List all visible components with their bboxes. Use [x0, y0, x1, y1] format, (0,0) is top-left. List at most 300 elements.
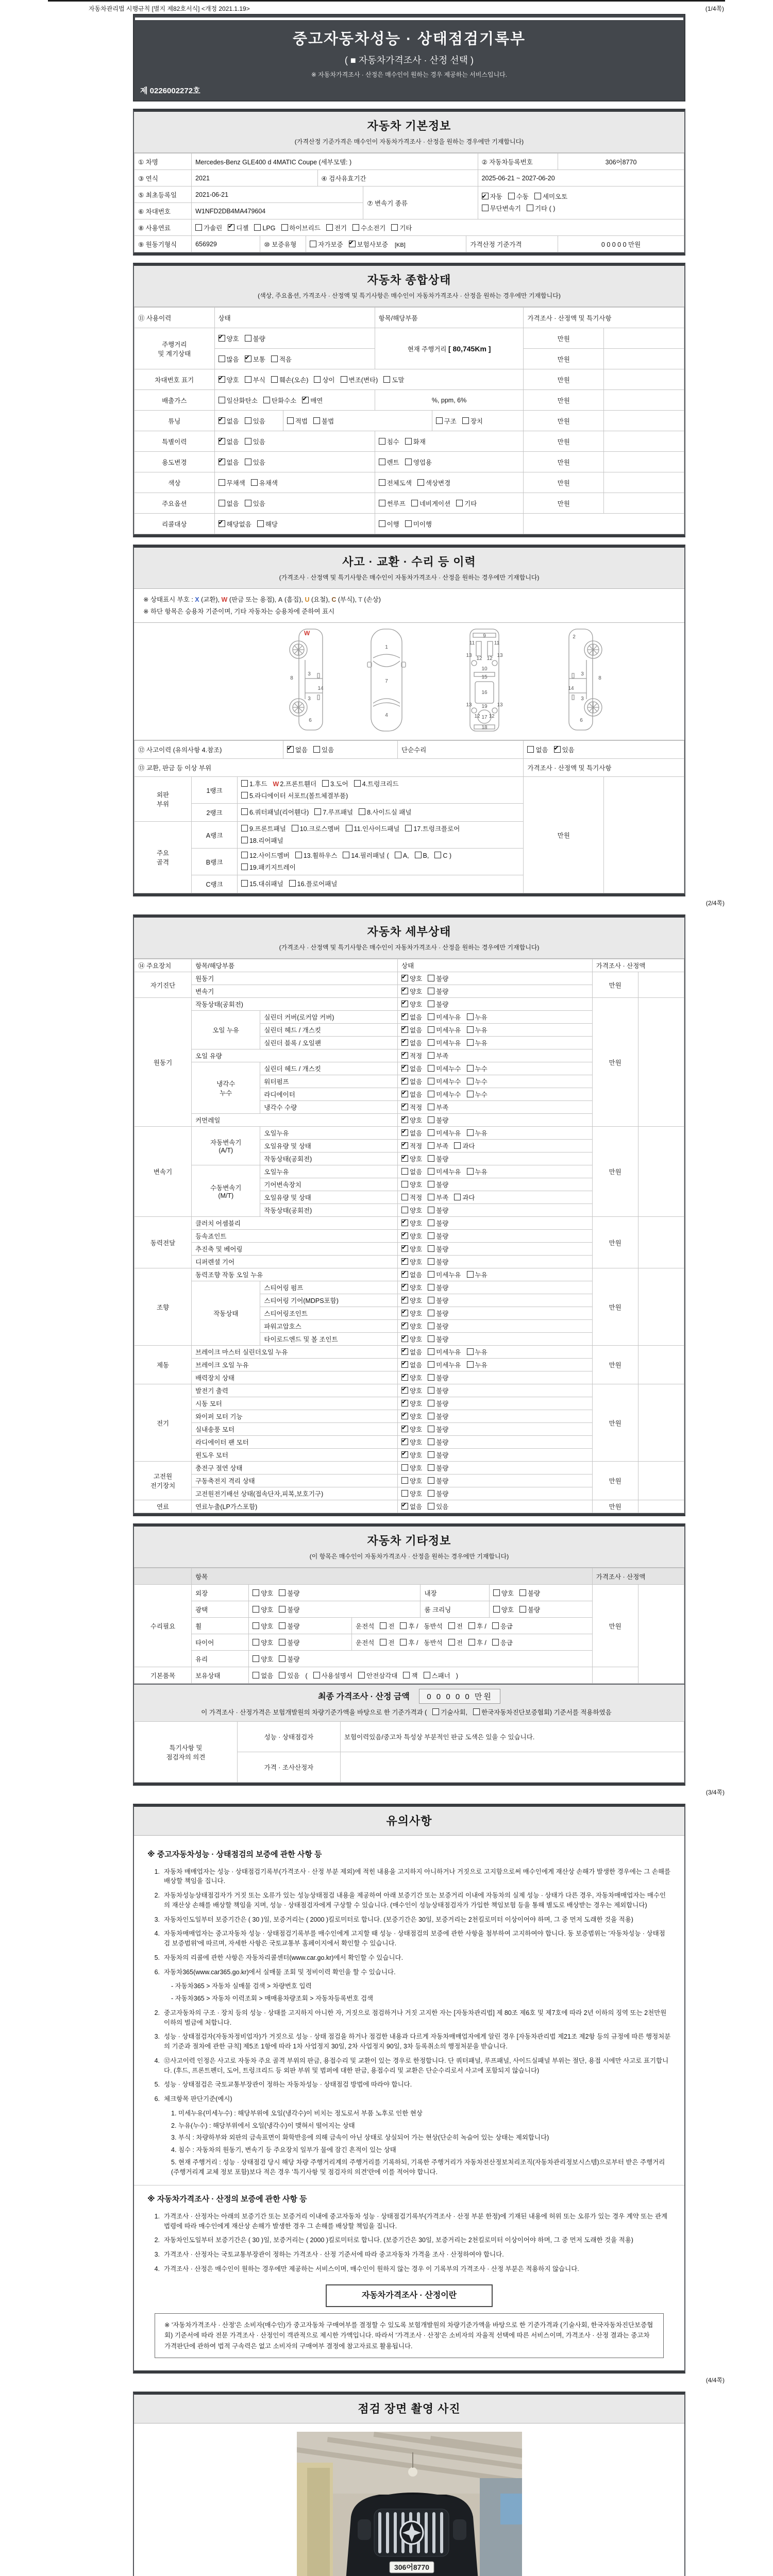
table-cell: 동력조향 작동 오일 누유	[192, 1268, 398, 1281]
checkbox[interactable]	[401, 1232, 408, 1239]
svg-text:12: 12	[486, 656, 493, 662]
checkbox[interactable]	[428, 1477, 434, 1484]
checkbox[interactable]	[428, 1078, 434, 1084]
checkbox[interactable]	[401, 1142, 408, 1149]
checkbox[interactable]	[271, 355, 278, 362]
table-cell: ⑦ 변속기 종류	[363, 187, 478, 219]
checkbox[interactable]	[401, 1387, 408, 1394]
checkbox[interactable]	[279, 1589, 285, 1596]
checkbox[interactable]	[411, 500, 418, 506]
checkbox-group	[241, 792, 354, 800]
price-survey-definition-title: 자동차가격조사 · 산정이란	[326, 2284, 493, 2307]
table-cell	[603, 777, 684, 893]
checkbox-group	[241, 809, 417, 816]
checkbox[interactable]	[454, 1194, 461, 1200]
option	[482, 203, 521, 215]
checkbox[interactable]	[428, 975, 434, 981]
checkbox[interactable]	[401, 1284, 408, 1291]
checkbox[interactable]	[428, 1129, 434, 1136]
checkbox[interactable]	[383, 376, 390, 383]
checkbox[interactable]	[241, 863, 248, 870]
option-label: LPG	[262, 224, 276, 232]
checkbox[interactable]	[245, 500, 251, 506]
checkbox[interactable]	[401, 1477, 408, 1484]
checkbox[interactable]	[467, 1348, 474, 1355]
table-cell	[603, 328, 684, 349]
checkbox[interactable]	[253, 1589, 259, 1596]
checkbox[interactable]	[448, 1639, 455, 1646]
checkbox[interactable]	[467, 1361, 474, 1368]
table-row	[135, 972, 684, 985]
table-cell: 만원	[524, 472, 604, 493]
checkbox[interactable]	[245, 335, 251, 342]
form-title: 중고자동차성능 · 상태점검기록부	[293, 31, 526, 47]
checkbox-group	[219, 335, 271, 343]
section-overall-title: 자동차 종합상태	[367, 274, 451, 286]
checkbox-group	[401, 1478, 454, 1485]
section-etc-header	[134, 1527, 684, 1568]
checkbox[interactable]	[391, 224, 398, 231]
checkbox[interactable]	[508, 193, 515, 199]
checkbox[interactable]	[219, 376, 225, 383]
checkbox[interactable]	[395, 852, 401, 858]
checkbox[interactable]	[401, 1451, 408, 1458]
table-cell: 연료	[135, 1500, 192, 1513]
checkbox[interactable]	[241, 825, 248, 832]
option	[428, 987, 448, 996]
checkbox[interactable]	[326, 224, 333, 231]
table-cell	[283, 741, 397, 759]
checkbox[interactable]	[401, 1219, 408, 1226]
etc-info-table	[134, 1568, 684, 1684]
notice-sub-spacer	[155, 2121, 167, 2131]
section-detail-title: 자동차 세부상태	[367, 925, 451, 938]
checkbox[interactable]	[403, 1672, 410, 1679]
checkbox[interactable]	[380, 1639, 386, 1646]
checkbox[interactable]	[428, 1387, 434, 1394]
checkbox[interactable]	[462, 417, 469, 424]
checkbox[interactable]	[428, 988, 434, 994]
checkbox[interactable]	[401, 1013, 408, 1020]
option	[527, 745, 548, 754]
table-cell: ⑭ 주요장치	[135, 959, 192, 972]
option	[401, 1025, 422, 1035]
checkbox[interactable]	[456, 500, 463, 506]
checkbox[interactable]	[401, 1310, 408, 1316]
checkbox[interactable]	[263, 397, 270, 403]
checkbox[interactable]	[401, 1400, 408, 1406]
checkbox[interactable]	[379, 479, 385, 486]
checkbox[interactable]	[401, 1413, 408, 1419]
option-label: 2.프론트휀더	[280, 781, 317, 788]
svg-text:8: 8	[290, 675, 293, 681]
checkbox[interactable]	[219, 397, 225, 403]
checkbox[interactable]	[401, 1026, 408, 1033]
checkbox[interactable]	[241, 837, 248, 843]
checkbox[interactable]	[428, 1116, 434, 1123]
checkbox[interactable]	[436, 417, 443, 424]
checkbox[interactable]	[271, 376, 278, 383]
checkbox[interactable]	[228, 224, 234, 231]
option	[424, 1638, 443, 1647]
checkbox[interactable]	[401, 1181, 408, 1188]
checkbox[interactable]	[401, 1104, 408, 1110]
checkbox[interactable]	[310, 241, 316, 247]
option	[428, 1012, 461, 1022]
checkbox[interactable]	[245, 459, 251, 465]
checkbox[interactable]	[241, 880, 248, 887]
checkbox[interactable]	[428, 1503, 434, 1510]
checkbox[interactable]	[534, 193, 541, 199]
checkbox[interactable]	[313, 746, 320, 753]
checkbox[interactable]	[401, 1039, 408, 1046]
checkbox[interactable]	[428, 1310, 434, 1316]
checkbox[interactable]	[219, 335, 225, 342]
checkbox[interactable]	[554, 746, 561, 753]
checkbox[interactable]	[379, 500, 385, 506]
checkbox[interactable]	[401, 988, 408, 994]
checkbox[interactable]	[292, 825, 298, 832]
checkbox[interactable]	[401, 1194, 408, 1200]
band-white-line	[135, 18, 683, 20]
checkbox[interactable]	[467, 1026, 474, 1033]
checkbox[interactable]	[219, 479, 225, 486]
checkbox[interactable]	[417, 479, 424, 486]
checkbox[interactable]	[401, 1438, 408, 1445]
checkbox[interactable]	[401, 975, 408, 981]
checkbox[interactable]	[428, 1374, 434, 1381]
checkbox[interactable]	[424, 1672, 430, 1679]
checkbox[interactable]	[468, 1622, 475, 1629]
checkbox[interactable]	[401, 1207, 408, 1213]
checkbox[interactable]	[454, 1142, 461, 1149]
table-cell	[638, 1585, 684, 1684]
checkbox[interactable]	[492, 1639, 499, 1646]
checkbox[interactable]	[467, 1168, 474, 1175]
checkbox[interactable]	[400, 1622, 407, 1629]
option	[428, 1360, 461, 1369]
checkbox[interactable]	[379, 438, 385, 445]
checkbox[interactable]	[379, 520, 385, 527]
option	[326, 223, 347, 232]
checkbox[interactable]	[467, 1039, 474, 1046]
option	[527, 203, 555, 215]
checkbox[interactable]	[279, 1606, 285, 1613]
checkbox[interactable]	[428, 1207, 434, 1213]
checkbox[interactable]	[428, 1297, 434, 1303]
option-label: 무채색	[226, 479, 245, 487]
checkbox[interactable]	[467, 1065, 474, 1072]
checkbox[interactable]	[245, 355, 251, 362]
checkbox[interactable]	[428, 1490, 434, 1497]
option	[401, 1090, 422, 1099]
checkbox[interactable]	[401, 1091, 408, 1097]
option-label: 미세누유	[436, 1349, 461, 1356]
checkbox[interactable]	[219, 520, 225, 527]
option	[306, 1672, 308, 1680]
option	[401, 1193, 422, 1202]
checkbox[interactable]	[241, 852, 248, 858]
checkbox[interactable]	[219, 500, 225, 506]
checkbox[interactable]	[295, 852, 302, 858]
checkbox[interactable]	[379, 459, 385, 465]
checkbox[interactable]	[253, 1606, 259, 1613]
checkbox[interactable]	[401, 1052, 408, 1059]
checkbox[interactable]	[401, 1271, 408, 1278]
checkbox[interactable]	[401, 1503, 408, 1510]
checkbox[interactable]	[219, 355, 225, 362]
checkbox[interactable]	[492, 1622, 499, 1629]
checkbox-group	[287, 418, 340, 425]
checkbox[interactable]	[493, 1606, 500, 1613]
table-cell	[398, 1397, 593, 1410]
checkbox[interactable]	[428, 1438, 434, 1445]
checkbox[interactable]	[281, 224, 288, 231]
checkbox[interactable]	[313, 1672, 320, 1679]
checkbox[interactable]	[401, 1245, 408, 1252]
checkbox[interactable]	[343, 852, 349, 858]
option-label: 양호	[410, 1465, 423, 1472]
checkbox[interactable]	[401, 1258, 408, 1265]
checkbox[interactable]	[401, 1078, 408, 1084]
checkbox[interactable]	[254, 224, 261, 231]
checkbox[interactable]	[219, 417, 225, 424]
svg-text:2: 2	[573, 634, 576, 640]
option-label: 18.리어패널	[249, 837, 283, 844]
option-label: 5.라디에이터 서포트(볼트체결부품)	[249, 792, 348, 800]
checkbox[interactable]	[467, 1013, 474, 1020]
checkbox[interactable]	[401, 1001, 408, 1007]
checkbox-group	[401, 1349, 493, 1356]
table-cell: 작동상태(공회전)	[192, 998, 398, 1011]
checkbox[interactable]	[253, 1655, 259, 1662]
checkbox[interactable]	[482, 205, 489, 211]
checkbox[interactable]	[251, 479, 258, 486]
option-label: 없음	[295, 747, 308, 754]
checkbox[interactable]	[428, 1039, 434, 1046]
checkbox[interactable]	[401, 1323, 408, 1329]
option-label: 불량	[287, 1622, 300, 1630]
checkbox[interactable]	[493, 1589, 500, 1596]
checkbox[interactable]	[428, 1052, 434, 1059]
table-cell: ⑥ 차대번호	[135, 203, 192, 219]
checkbox[interactable]	[253, 1622, 259, 1629]
checkbox[interactable]	[428, 1335, 434, 1342]
inspection-photo-front	[297, 2432, 522, 2576]
checkbox[interactable]	[287, 746, 294, 753]
checkbox[interactable]	[405, 459, 412, 465]
checkbox[interactable]	[467, 1091, 474, 1097]
checkbox[interactable]	[428, 1013, 434, 1020]
checkbox[interactable]	[241, 780, 248, 787]
checkbox[interactable]	[241, 792, 248, 799]
table-cell: 시동 모터	[192, 1397, 398, 1410]
checkbox[interactable]	[428, 1451, 434, 1458]
checkbox[interactable]	[401, 1129, 408, 1136]
option-label: 불량	[436, 1117, 449, 1124]
checkbox[interactable]	[401, 1490, 408, 1497]
option-label: 안전삼각대	[366, 1672, 398, 1680]
checkbox[interactable]	[428, 1271, 434, 1278]
checkbox[interactable]	[428, 1091, 434, 1097]
table-cell: 항목	[192, 1568, 593, 1585]
checkbox[interactable]	[405, 825, 412, 832]
checkbox[interactable]	[428, 1464, 434, 1471]
checkbox[interactable]	[257, 520, 264, 527]
checkbox[interactable]	[527, 746, 534, 753]
checkbox[interactable]	[468, 1639, 475, 1646]
option	[424, 1621, 443, 1631]
option-label: 색상변경	[425, 479, 451, 487]
checkbox[interactable]	[428, 1194, 434, 1200]
checkbox[interactable]	[279, 1655, 285, 1662]
checkbox[interactable]	[401, 1464, 408, 1471]
checkbox[interactable]	[448, 1622, 455, 1629]
checkbox[interactable]	[400, 1639, 407, 1646]
checkbox[interactable]	[401, 1348, 408, 1355]
checkbox[interactable]	[428, 1219, 434, 1226]
checkbox[interactable]	[314, 808, 321, 815]
checkbox[interactable]	[358, 1672, 365, 1679]
option	[468, 1621, 486, 1631]
checkbox[interactable]	[245, 376, 251, 383]
checkbox[interactable]	[401, 1155, 408, 1162]
table-cell	[398, 1024, 593, 1037]
table-cell: 고전원전기배선 상태(접속단자,피복,보호기구)	[192, 1487, 398, 1500]
checkbox[interactable]	[405, 438, 412, 445]
table-cell: 브레이크 오일 누유	[192, 1359, 398, 1371]
checkbox[interactable]	[415, 852, 422, 858]
checkbox[interactable]	[195, 224, 202, 231]
checkbox[interactable]	[519, 1606, 526, 1613]
checkbox-group	[401, 1130, 493, 1137]
checkbox[interactable]	[467, 1129, 474, 1136]
table-cell: 제동	[135, 1346, 192, 1384]
option-label: 미세누수	[436, 1078, 461, 1086]
checkbox[interactable]	[428, 1348, 434, 1355]
table-cell	[375, 514, 524, 534]
table-row	[135, 1268, 684, 1281]
checkbox[interactable]	[289, 880, 296, 887]
checkbox[interactable]	[428, 1361, 434, 1368]
option	[245, 499, 265, 508]
table-cell	[398, 1346, 593, 1359]
checkbox[interactable]	[428, 1168, 434, 1175]
checkbox[interactable]	[428, 1026, 434, 1033]
checkbox[interactable]	[352, 224, 359, 231]
checkbox[interactable]	[428, 1065, 434, 1072]
checkbox[interactable]	[401, 1297, 408, 1303]
checkbox[interactable]	[527, 205, 533, 211]
checkbox[interactable]	[401, 1361, 408, 1368]
checkbox[interactable]	[428, 1413, 434, 1419]
checkbox[interactable]	[428, 1155, 434, 1162]
checkbox-group	[241, 852, 457, 859]
checkbox[interactable]	[428, 1001, 434, 1007]
checkbox[interactable]	[428, 1232, 434, 1239]
checkbox[interactable]	[428, 1245, 434, 1252]
table-cell: 작동상태(공회전)	[260, 1153, 398, 1165]
checkbox[interactable]	[401, 1168, 408, 1175]
checkbox[interactable]	[401, 1426, 408, 1432]
checkbox[interactable]	[241, 808, 248, 815]
checkbox[interactable]	[279, 1672, 285, 1679]
checkbox[interactable]	[519, 1589, 526, 1596]
checkbox[interactable]	[245, 438, 251, 445]
option-label: 양호	[410, 1426, 423, 1433]
overall-state-table	[134, 307, 684, 534]
checkbox[interactable]	[467, 1078, 474, 1084]
checkbox[interactable]	[405, 520, 412, 527]
checkbox[interactable]	[359, 808, 365, 815]
checkbox[interactable]	[354, 780, 361, 787]
option	[219, 478, 245, 487]
checkbox[interactable]	[428, 1323, 434, 1329]
option	[279, 1638, 299, 1647]
checkbox[interactable]	[482, 193, 489, 199]
checkbox[interactable]	[428, 1426, 434, 1432]
checkbox[interactable]	[401, 1335, 408, 1342]
checkbox[interactable]	[253, 1639, 259, 1646]
option-label: 없음	[261, 1672, 274, 1680]
checkbox[interactable]	[279, 1622, 285, 1629]
notice-a-item-4	[147, 1953, 671, 1963]
table-cell	[398, 1371, 593, 1384]
checkbox[interactable]	[428, 1142, 434, 1149]
checkbox[interactable]	[428, 1181, 434, 1188]
checkbox[interactable]	[313, 417, 320, 424]
checkbox[interactable]	[401, 1116, 408, 1123]
table-cell: 라디에이터	[260, 1088, 398, 1101]
checkbox[interactable]	[428, 1104, 434, 1110]
checkbox[interactable]	[302, 397, 309, 403]
checkbox[interactable]	[401, 1374, 408, 1381]
checkbox[interactable]	[473, 1708, 480, 1715]
option	[428, 1154, 448, 1163]
option	[356, 1638, 374, 1647]
checkbox[interactable]	[380, 1622, 386, 1629]
checkbox[interactable]	[434, 852, 441, 858]
checkbox[interactable]	[346, 825, 352, 832]
checkbox[interactable]	[245, 417, 251, 424]
checkbox[interactable]	[314, 376, 321, 383]
checkbox[interactable]	[428, 1400, 434, 1406]
checkbox[interactable]	[279, 1639, 285, 1646]
legend-code: U	[305, 596, 310, 603]
checkbox[interactable]	[219, 438, 225, 445]
option-label: 양호	[410, 1439, 423, 1446]
checkbox[interactable]	[428, 1258, 434, 1265]
checkbox-group	[401, 1503, 454, 1511]
checkbox[interactable]	[401, 1065, 408, 1072]
option	[219, 519, 251, 529]
option-label: 양호	[261, 1655, 274, 1663]
checkbox[interactable]	[432, 1708, 439, 1715]
checkbox[interactable]	[287, 417, 294, 424]
checkbox[interactable]	[219, 459, 225, 465]
checkbox[interactable]	[349, 241, 356, 247]
checkbox[interactable]	[322, 780, 329, 787]
legend-code: X	[195, 596, 199, 603]
checkbox[interactable]	[341, 376, 347, 383]
checkbox[interactable]	[467, 1271, 474, 1278]
checkbox[interactable]	[253, 1672, 259, 1679]
option-label: 장치	[470, 417, 483, 425]
svg-text:11: 11	[494, 640, 500, 646]
checkbox[interactable]	[428, 1284, 434, 1291]
inspector-opinion-table	[134, 1721, 684, 1783]
option-label: 불량	[436, 1452, 449, 1459]
